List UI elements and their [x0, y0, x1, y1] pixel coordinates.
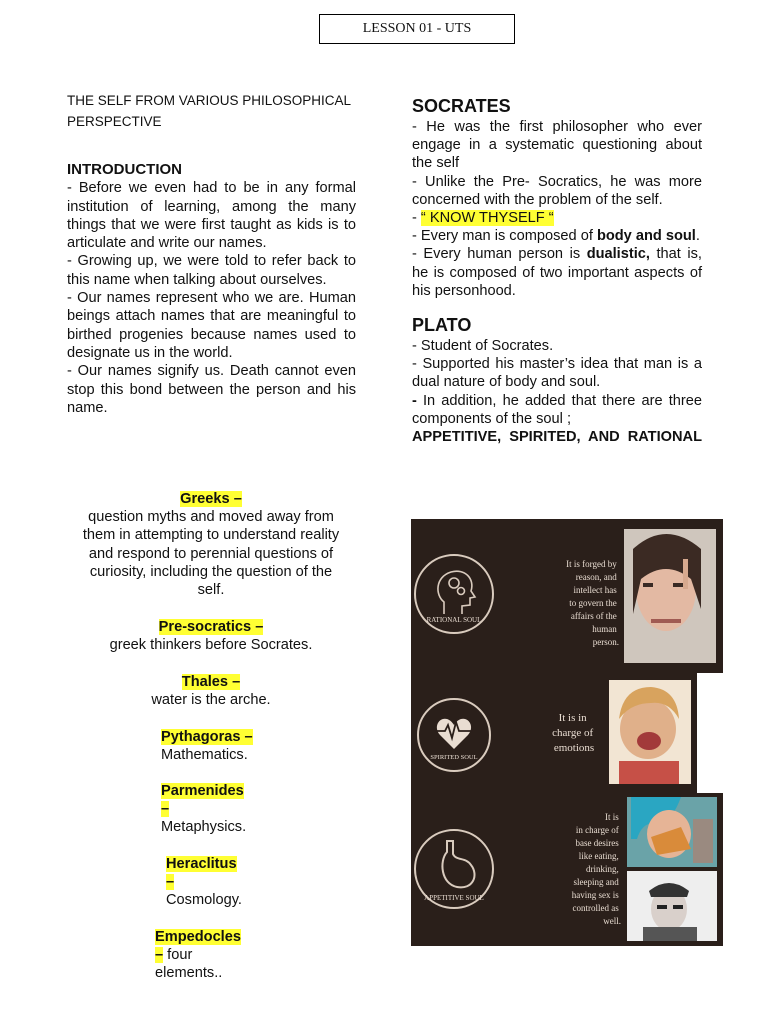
rational-line-2: reason, and	[575, 572, 617, 582]
appetitive-line-8: controlled as	[572, 903, 619, 913]
term-empedocles-desc-1: four	[163, 947, 193, 964]
spirited-soul-panel	[411, 673, 723, 793]
spirited-line-2: charge of	[552, 727, 594, 739]
appetitive-soul-panel	[411, 793, 723, 946]
lesson-header-box: LESSON 01 - UTS	[319, 14, 515, 44]
term-thales	[110, 673, 312, 709]
plato-point-3: - In addition, he added that there are three components of the soul ;	[412, 392, 702, 427]
rational-soul-panel	[411, 519, 723, 673]
spirited-soul-label: SPIRITED SOUL	[430, 754, 478, 761]
intro-paragraph-4: - Our names signify us. Death cannot even stop this bond between the person and his name.	[67, 363, 356, 416]
rational-line-5: affairs of the	[570, 611, 617, 621]
socrates-point-1: - He was the first philosopher who ever engage in a systematic questioning about the self	[412, 119, 702, 172]
appetitive-line-9: well.	[603, 916, 621, 926]
title-line-2: PERSPECTIVE	[67, 114, 162, 129]
appetitive-soul-label: APPETITIVE SOUL	[424, 894, 484, 902]
intro-paragraph-2: - Growing up, we were told to refer back to this name when talking about ourselves.	[67, 253, 356, 288]
socrates-point-5: - Every human person is dualistic, that is, he is composed of two important aspects of his personhood.	[412, 246, 702, 299]
socrates-point-4: - Every man is composed of body and soul.	[412, 228, 700, 245]
term-empedocles-name: Empedocles	[155, 929, 241, 945]
term-greeks-name: Greeks –	[180, 491, 242, 507]
appetitive-line-4: like eating,	[578, 851, 619, 861]
rational-line-7: person.	[592, 637, 619, 647]
intro-paragraph-1: - Before we even had to be in any formal institution of learning, among the many things that we were first taught as kids is to articulate and write our names.	[67, 180, 356, 252]
know-thyself-quote: “ KNOW THYSELF “	[420, 210, 554, 227]
appetitive-line-2: in charge of	[575, 825, 619, 835]
term-heraclitus-dash: –	[166, 874, 175, 891]
socrates-point-3: - “ KNOW THYSELF “	[412, 210, 554, 227]
term-parmenides-name: Parmenides	[161, 783, 244, 799]
introduction-heading: INTRODUCTION	[67, 161, 182, 178]
term-pythagoras	[161, 728, 311, 764]
term-presocratics-desc: greek thinkers before Socrates.	[109, 637, 313, 654]
socrates-point-2: - Unlike the Pre- Socratics, he was more concerned with the problem of the self.	[412, 173, 702, 208]
term-heraclitus-name: Heraclitus	[166, 856, 237, 872]
rational-photo	[624, 529, 716, 663]
appetitive-line-1: It is	[604, 812, 619, 822]
appetitive-line-5: drinking,	[586, 864, 619, 874]
spirited-line-3: emotions	[553, 742, 595, 754]
term-thales-name: Thales –	[181, 674, 241, 690]
intro-paragraph-3: - Our names represent who we are. Human beings attach names that are meaningful to birthed progenies because names used to designate us in the world.	[67, 290, 356, 361]
term-empedocles-dash: –	[155, 947, 164, 964]
rational-line-1: It is forged by	[566, 559, 617, 569]
spirited-soul-text	[552, 712, 596, 754]
term-parmenides-desc: Metaphysics.	[161, 819, 247, 836]
appetitive-photo-sleeping	[627, 871, 717, 941]
rational-soul-label: RATIONAL SOUL	[426, 616, 482, 624]
term-heraclitus	[166, 855, 316, 910]
term-empedocles	[155, 928, 305, 983]
appetitive-photo-eating	[627, 797, 717, 867]
spirited-line-1: It is in	[558, 712, 587, 724]
term-pythagoras-name: Pythagoras –	[161, 729, 253, 745]
term-thales-desc: water is the arche.	[151, 692, 271, 709]
appetitive-line-6: sleeping and	[573, 877, 619, 887]
rational-line-6: human	[592, 624, 617, 634]
term-heraclitus-desc: Cosmology.	[166, 892, 242, 909]
term-presocratics	[70, 618, 352, 654]
appetitive-line-7: having sex is	[571, 890, 619, 900]
document-title	[67, 90, 367, 132]
three-souls-infographic	[411, 519, 723, 946]
title-line-1: THE SELF FROM VARIOUS PHILOSOPHICAL	[67, 93, 352, 108]
spirited-photo	[609, 680, 691, 784]
introduction-section	[67, 161, 356, 417]
term-greeks-desc: question myths and moved away from them in attempting to understand reality and respond to perennial questions of curiosity, including the question of the self.	[82, 509, 340, 599]
rational-line-3: intellect has	[573, 585, 617, 595]
plato-point-1: - Student of Socrates.	[412, 338, 554, 355]
term-greeks	[80, 490, 342, 599]
plato-point-2: - Supported his master’s idea that man is a dual nature of body and soul.	[412, 356, 702, 391]
socrates-heading: SOCRATES	[412, 96, 511, 116]
term-parmenides	[161, 782, 311, 837]
term-pythagoras-desc: Mathematics.	[161, 747, 248, 764]
term-parmenides-dash: –	[161, 801, 170, 818]
term-empedocles-desc-2: elements..	[155, 965, 223, 982]
plato-heading: PLATO	[412, 315, 472, 336]
term-presocratics-name: Pre-socratics –	[158, 619, 264, 635]
rational-line-4: to govern the	[569, 598, 617, 608]
appetitive-line-3: base desires	[575, 838, 619, 848]
plato-soul-components: APPETITIVE, SPIRITED, AND RATIONAL	[412, 429, 702, 446]
philosophers-section	[412, 94, 702, 446]
